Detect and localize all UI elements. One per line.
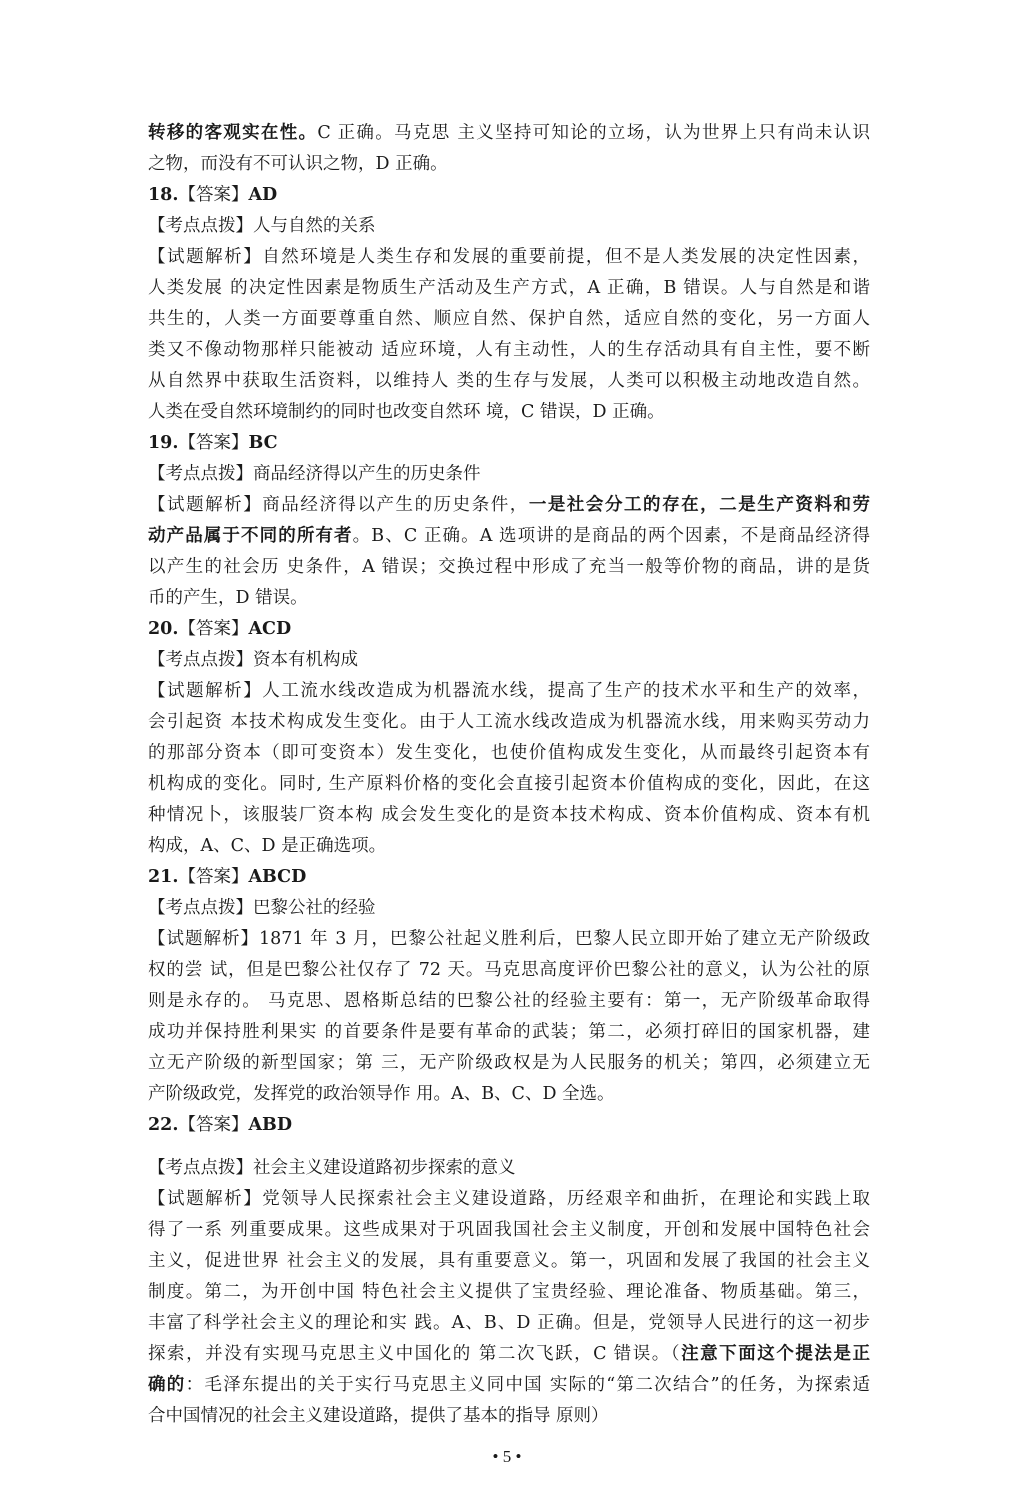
text-line <box>148 335 870 366</box>
text-line <box>148 521 870 552</box>
text-line <box>148 366 870 397</box>
section-heading <box>148 862 870 893</box>
bold-text: 动产品属于不同的所有者 <box>148 526 353 546</box>
text-line <box>148 1339 870 1370</box>
page-number: • 5 • <box>492 1447 522 1466</box>
text-run: 【答案】 <box>178 619 249 639</box>
text-run: 机构成的变化。同时, 生产原料价格的变化会直接引起资本价值构成的变化，因此，在这 <box>148 774 870 794</box>
text-line <box>148 1246 870 1277</box>
section-heading <box>148 459 870 490</box>
text-run: 合中国情况的社会主义建设道路，提供了基本的指导 原则） <box>148 1406 609 1426</box>
text-run: 【答案】 <box>178 1115 249 1135</box>
text-line <box>148 397 870 428</box>
text-run: 类又不像动物那样只能被动 适应环境，人有主动性，人的生存活动具有自主性，要不断 <box>148 340 870 360</box>
text-run: 【试题解析】自然环境是人类生存和发展的重要前提，但不是人类发展的决定性因素， <box>148 247 870 267</box>
text-line <box>148 1370 870 1401</box>
text-line <box>148 304 870 335</box>
text-line <box>148 924 870 955</box>
bold-text: 19. <box>148 433 179 453</box>
text-line <box>148 118 870 149</box>
text-run: 币的产生，D 错误。 <box>148 588 308 608</box>
text-line <box>148 831 870 862</box>
bold-text: BC <box>248 433 278 453</box>
text-run: 立无产阶级的新型国家；第 三，无产阶级政权是为人民服务的机关；第四，必须建立无 <box>148 1053 870 1073</box>
spacer <box>148 1141 870 1153</box>
text-run: 从自然界中获取生活资料，以维持人 类的生存与发展，人类可以积极主动地改造自然。 <box>148 371 870 391</box>
section-heading <box>148 893 870 924</box>
bold-text: 20. <box>148 619 179 639</box>
text-run: 【试题解析】商品经济得以产生的历史条件， <box>148 495 529 515</box>
section-heading <box>148 428 870 459</box>
bold-text: ABCD <box>248 867 307 887</box>
text-run: 之物，而没有不可认识之物，D 正确。 <box>148 154 448 174</box>
text-line <box>148 676 870 707</box>
text-run: 【答案】 <box>178 185 249 205</box>
text-run: 【考点点拨】人与自然的关系 <box>148 216 376 236</box>
text-line <box>148 242 870 273</box>
text-run: 产阶级政党，发挥党的政治领导作 用。A、B、C、D 全选。 <box>148 1084 615 1104</box>
text-run: 的那部分资本（即可变资本）发生变化，也使价值构成发生变化，从而最终引起资本有 <box>148 743 870 763</box>
text-run: 。B、C 正确。A 选项讲的是商品的两个因素，不是商品经济得 <box>352 526 870 546</box>
text-run: 丰富了科学社会主义的理论和实 践。A、B、D 正确。但是，党领导人民进行的这一初步 <box>148 1313 870 1333</box>
text-run: 制度。第二，为开创中国 特色社会主义提供了宝贵经验、理论准备、物质基础。第三， <box>148 1282 870 1302</box>
section-heading <box>148 645 870 676</box>
bold-text: 18. <box>148 185 179 205</box>
text-run: 人类发展 的决定性因素是物质生产活动及生产方式，A 正确，B 错误。人与自然是和谐 <box>148 278 870 298</box>
text-line <box>148 955 870 986</box>
text-line <box>148 707 870 738</box>
text-run: 【试题解析】人工流水线改造成为机器流水线，提高了生产的技术水平和生产的效率， <box>148 681 870 701</box>
text-run: 【试题解析】1871 年 3 月，巴黎公社起义胜利后，巴黎人民立即开始了建立无产阶级政 <box>148 929 870 949</box>
text-line <box>148 738 870 769</box>
text-line <box>148 986 870 1017</box>
text-line <box>148 552 870 583</box>
text-line <box>148 1048 870 1079</box>
section-heading <box>148 180 870 211</box>
text-run: 权的尝 试，但是巴黎公社仅存了 72 天。马克思高度评价巴黎公社的意义，认为公社的原 <box>148 960 870 980</box>
text-run: 种情况卜，该服装厂资本构 成会发生变化的是资本技术构成、资本价值构成、资本有机 <box>148 805 870 825</box>
text-line <box>148 1401 870 1432</box>
text-run: C 正确。马克思 主义坚持可知论的立场，认为世界上只有尚未认识 <box>317 123 871 143</box>
text-run: 【考点点拨】巴黎公社的经验 <box>148 898 376 918</box>
document-body <box>148 118 870 1432</box>
bold-text: 22. <box>148 1115 179 1135</box>
section-heading <box>148 211 870 242</box>
text-line <box>148 273 870 304</box>
text-line <box>148 583 870 614</box>
text-run: 【答案】 <box>178 433 249 453</box>
text-line <box>148 769 870 800</box>
text-line <box>148 1184 870 1215</box>
text-line <box>148 1079 870 1110</box>
section-heading <box>148 1153 870 1184</box>
text-line <box>148 1215 870 1246</box>
text-run: 主义，促进世界 社会主义的发展，具有重要意义。第一，巩固和发展了我国的社会主义 <box>148 1251 870 1271</box>
text-run: 以产生的社会历 史条件，A 错误；交换过程中形成了充当一般等价物的商品，讲的是货 <box>148 557 870 577</box>
bold-text: 一是社会分工的存在，二是生产资料和劳 <box>528 495 871 515</box>
bold-text: ABD <box>248 1115 292 1135</box>
bold-text: 注意下面这个提法是正 <box>681 1344 871 1364</box>
text-line <box>148 1017 870 1048</box>
text-run: 构成，A、C、D 是正确选项。 <box>148 836 387 856</box>
text-line <box>148 490 870 521</box>
text-run: 【答案】 <box>178 867 249 887</box>
section-heading <box>148 614 870 645</box>
text-run: 共生的，人类一方面要尊重自然、顺应自然、保护自然，适应自然的变化，另一方面人 <box>148 309 870 329</box>
text-line <box>148 149 870 180</box>
bold-text: 转移的客观实在性。 <box>148 123 318 143</box>
section-heading <box>148 1110 870 1141</box>
text-run: 得了一系 列重要成果。这些成果对于巩固我国社会主义制度，开创和发展中国特色社会 <box>148 1220 870 1240</box>
text-run: 则是永存的。 马克思、恩格斯总结的巴黎公社的经验主要有：第一，无产阶级革命取得 <box>148 991 870 1011</box>
bold-text: AD <box>248 185 278 205</box>
text-run: 【考点点拨】商品经济得以产生的历史条件 <box>148 464 481 484</box>
text-run: 成功并保持胜利果实 的首要条件是要有革命的武装；第二，必须打碎旧的国家机器，建 <box>148 1022 870 1042</box>
bold-text: ACD <box>248 619 292 639</box>
text-run: 【考点点拨】资本有机构成 <box>148 650 358 670</box>
text-run: 会引起资 本技术构成发生变化。由于人工流水线改造成为机器流水线，用来购买劳动力 <box>148 712 870 732</box>
text-run: 人类在受自然环境制约的同时也改变自然环 境，C 错误，D 正确。 <box>148 402 665 422</box>
bold-text: 21. <box>148 867 179 887</box>
text-line <box>148 1308 870 1339</box>
text-line <box>148 800 870 831</box>
text-run: 【考点点拨】社会主义建设道路初步探索的意义 <box>148 1158 516 1178</box>
text-run: 探索，并没有实现马克思主义中国化的 第二次飞跃，C 错误。（ <box>148 1344 682 1364</box>
bold-text: 确的 <box>148 1375 186 1395</box>
text-run: 【试题解析】党领导人民探索社会主义建设道路，历经艰辛和曲折，在理论和实践上取 <box>148 1189 870 1209</box>
text-line <box>148 1277 870 1308</box>
text-run: ：毛泽东提出的关于实行马克思主义同中国 实际的“第二次结合”的任务，为探索适 <box>185 1375 871 1395</box>
